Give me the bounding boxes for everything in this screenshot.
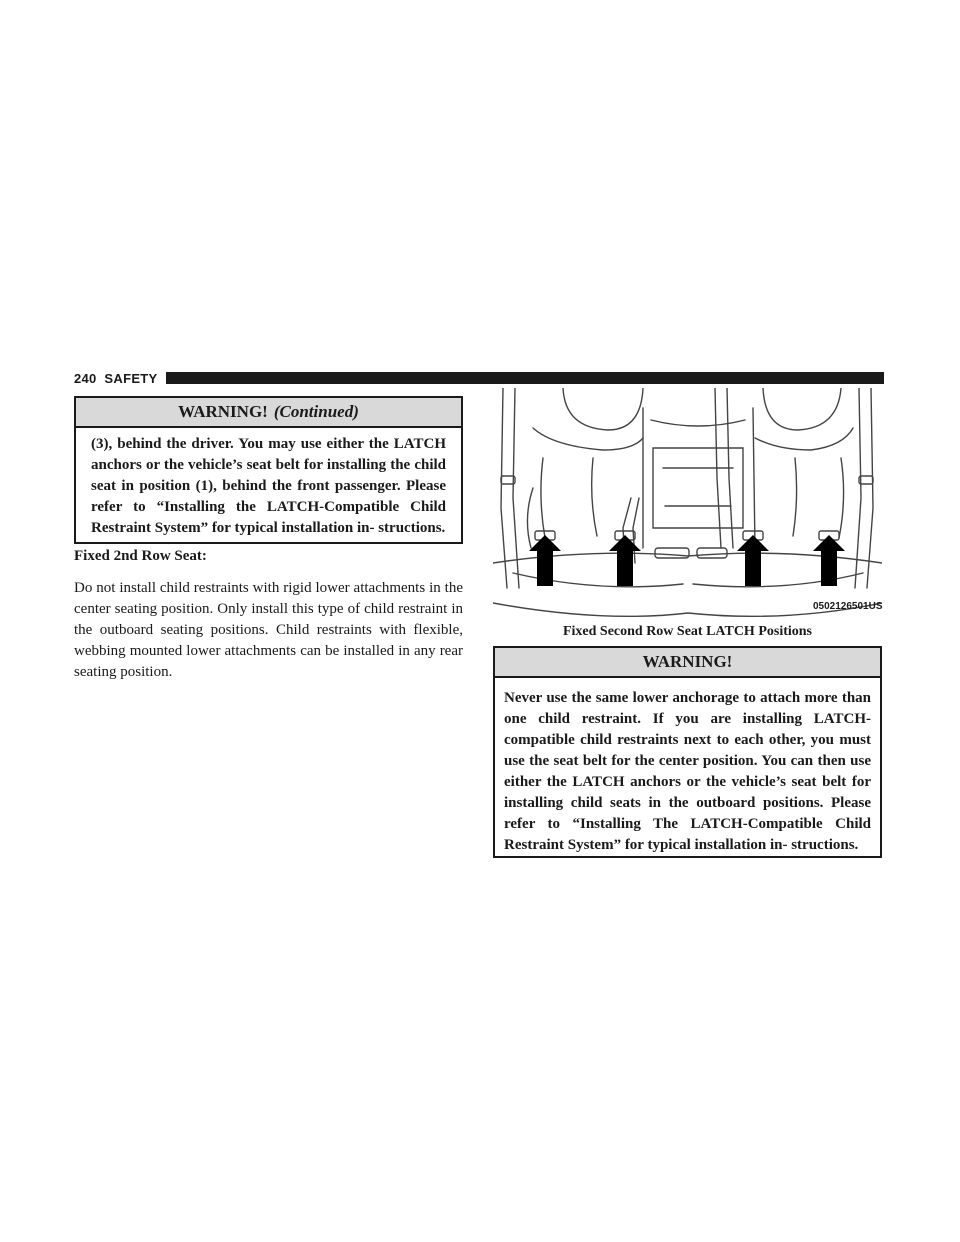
header-rule bbox=[166, 372, 884, 384]
warning-title-text: WARNING! bbox=[178, 402, 268, 421]
warning-continued-title bbox=[76, 398, 461, 428]
warning-continued-box bbox=[74, 396, 463, 544]
figure-code: 0502126501US bbox=[813, 601, 883, 612]
fixed-seat-heading: Fixed 2nd Row Seat: bbox=[74, 548, 207, 564]
arrow-icon bbox=[609, 535, 641, 586]
arrow-icon bbox=[529, 535, 561, 586]
figure-caption: Fixed Second Row Seat LATCH Positions bbox=[562, 624, 813, 639]
page-number: 240 bbox=[74, 370, 97, 386]
warning-box bbox=[493, 646, 882, 858]
continued-label: (Continued) bbox=[273, 402, 359, 421]
page-header bbox=[74, 368, 884, 388]
warning-body: Never use the same lower anchorage to attach more than one child restraint. If you are installing LATCH- compatible child restraints next to each other, you must use the seat belt for the center position. You can then use either the LATCH anchors or the vehicle’s seat belt for installing child seats in the outboard positions. Please refer to “Installing The LATCH-Compatible Child Restraint System” for typical installation in- structions. bbox=[504, 690, 871, 853]
page-header-text bbox=[74, 371, 158, 386]
arrow-icon bbox=[737, 535, 769, 586]
latch-positions-illustration bbox=[493, 388, 882, 620]
warning-title: WARNING! bbox=[495, 648, 880, 678]
seat-illustration-svg bbox=[493, 388, 882, 620]
fixed-seat-paragraph: Do not install child restraints with rigid lower attachments in the center seating position. Only install this type of child restraint in the outboard seating positions. Child restraints with flexible, webbing mounted lower attachments can be installed in any rear seating position. bbox=[74, 580, 463, 680]
warning-continued-body: (3), behind the driver. You may use either the LATCH anchors or the vehicle’s seat belt for installing the child seat in position (1), behind the front passenger. Please refer to “Installing the LATCH-Compatible Child Restraint System” for typical installation in- structions. bbox=[91, 436, 446, 536]
section-title: SAFETY bbox=[104, 370, 158, 386]
